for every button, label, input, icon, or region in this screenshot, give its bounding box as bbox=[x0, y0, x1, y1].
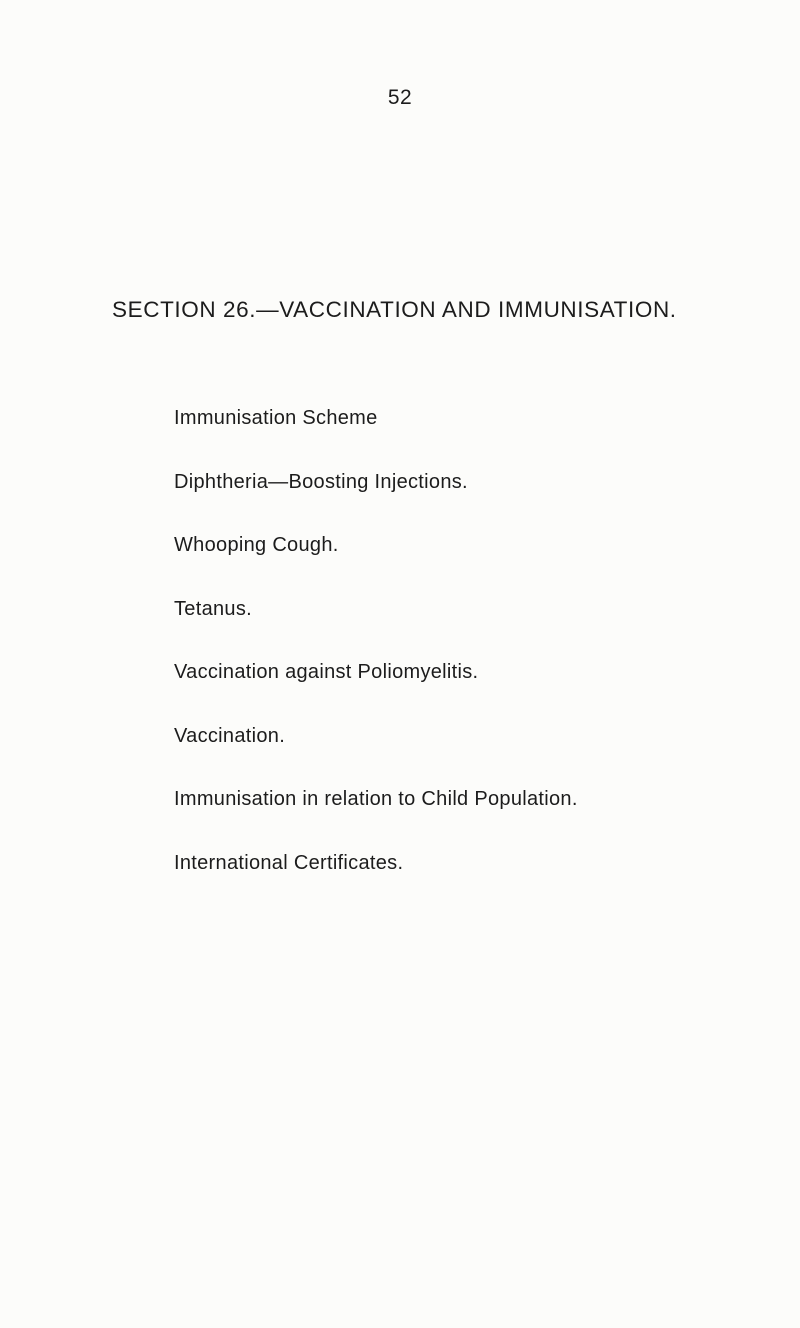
contents-item-immunisation-scheme: Immunisation Scheme bbox=[174, 407, 378, 429]
contents-item-diphtheria: Diphtheria—Boosting Injections. bbox=[174, 470, 468, 493]
contents-item-child-population: Immunisation in relation to Child Population. bbox=[174, 788, 578, 810]
page-number: 52 bbox=[387, 86, 413, 109]
contents-item-poliomyelitis: Vaccination against Poliomyelitis. bbox=[174, 661, 479, 683]
contents-list bbox=[174, 403, 578, 911]
section-heading: SECTION 26.—VACCINATION AND IMMUNISATION. bbox=[112, 297, 677, 322]
contents-item-vaccination: Vaccination. bbox=[174, 724, 286, 747]
contents-item-whooping-cough: Whooping Cough. bbox=[174, 534, 339, 556]
contents-item-international-certificates: International Certificates. bbox=[174, 851, 404, 874]
contents-item-tetanus: Tetanus. bbox=[174, 597, 253, 620]
